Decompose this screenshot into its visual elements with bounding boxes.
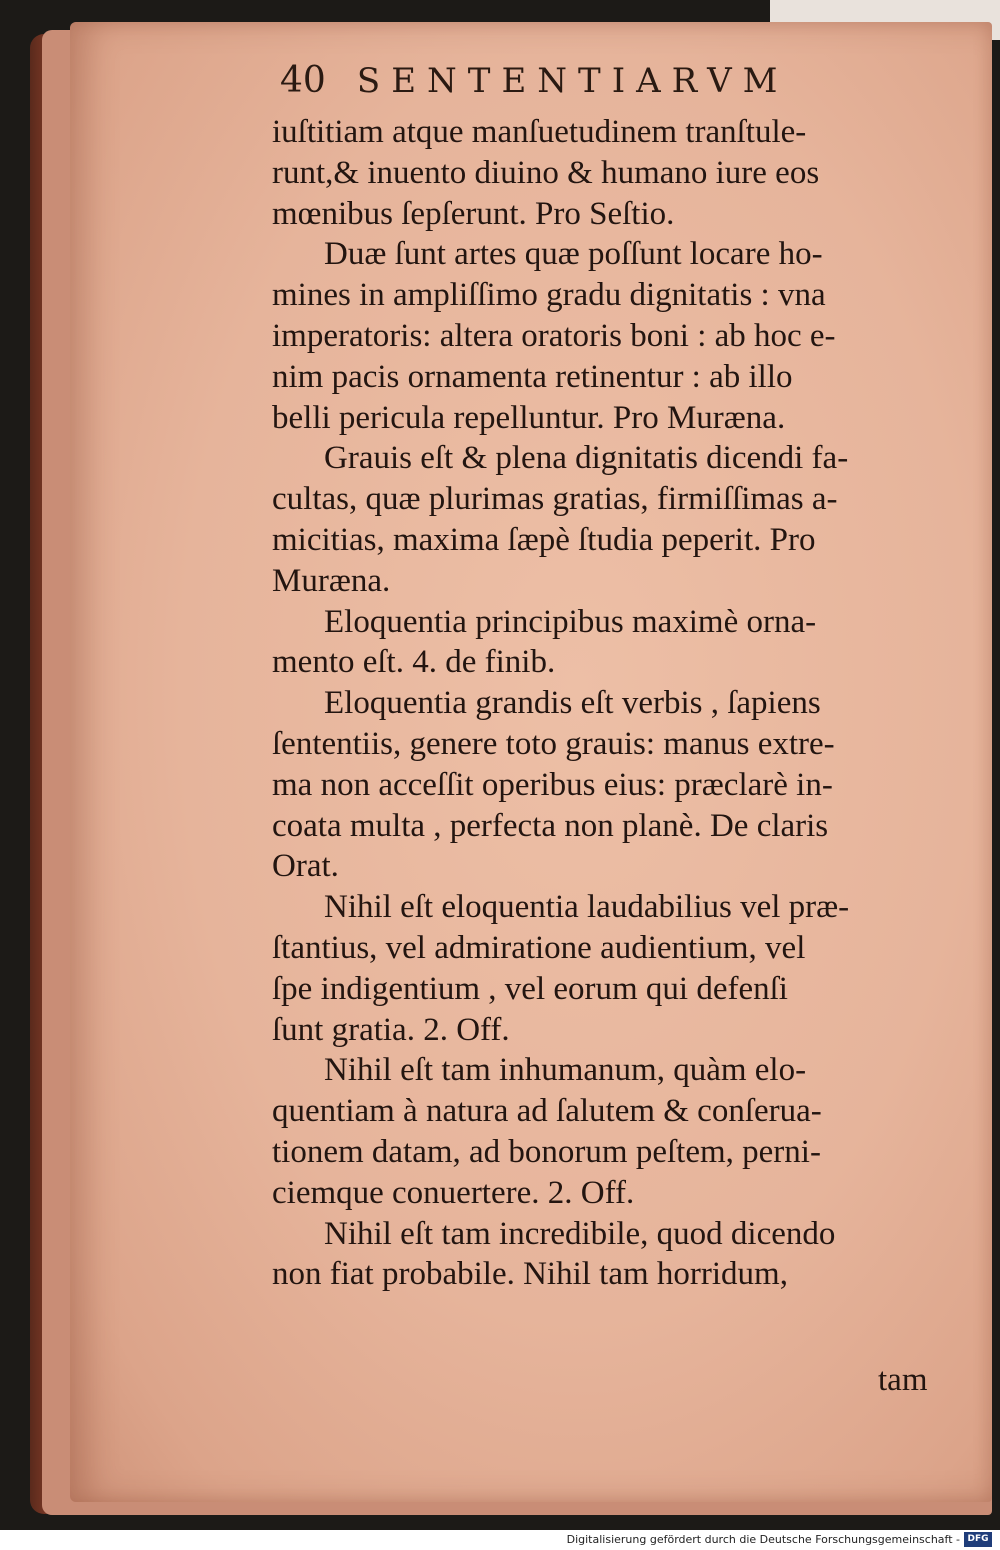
text-line: ſpe indigentium , vel eorum qui defenſi xyxy=(272,970,788,1007)
running-head: SENTENTIARVM xyxy=(356,61,789,101)
text-line: Nihil eſt eloquentia laudabilius vel præ- xyxy=(324,889,850,926)
text-line: ciemque conuertere. 2. Off. xyxy=(272,1174,635,1211)
paragraph xyxy=(272,1050,962,1213)
text-line: ma non acceſſit operibus eius: præclarè in- xyxy=(272,766,833,803)
text-line: iuſtitiam atque manſuetudinem tranſtule- xyxy=(272,114,807,150)
text-line: belli pericula repelluntur. Pro Muræna. xyxy=(272,399,786,436)
paragraph xyxy=(272,234,962,438)
text-line: Duæ ſunt artes quæ poſſunt locare ho- xyxy=(324,236,823,273)
text-line: mento eſt. 4. de finib. xyxy=(272,644,556,681)
text-line: quentiam à natura ad ſalutem & conſerua- xyxy=(272,1093,822,1130)
text-line: Orat. xyxy=(272,848,339,885)
paragraph xyxy=(272,602,962,684)
text-line: tionem datam, ad bonorum peſtem, perni- xyxy=(272,1133,821,1170)
text-line: imperatoris: altera oratoris boni : ab hoc e- xyxy=(272,317,836,354)
text-line: Eloquentia principibus maximè orna- xyxy=(324,603,817,640)
digitization-credit: Digitalisierung gefördert durch die Deutsche Forschungsgemeinschaft - xyxy=(566,1533,960,1546)
text-line: mœnibus ſepſerunt. Pro Seſtio. xyxy=(272,195,675,232)
text-line: cultas, quæ plurimas gratias, firmiſſimas a- xyxy=(272,481,838,518)
text-line: mines in ampliſſimo gradu dignitatis : vna xyxy=(272,277,826,314)
text-line: coata multa , perfecta non planè. De claris xyxy=(272,807,829,844)
text-line: micitias, maxima ſæpè ſtudia peperit. Pro xyxy=(272,521,816,558)
text-line: Muræna. xyxy=(272,562,391,599)
body-text xyxy=(272,112,962,1295)
text-line: Grauis eſt & plena dignitatis dicendi fa- xyxy=(324,440,849,477)
text-line: ſtantius, vel admiratione audientium, vel xyxy=(272,929,806,966)
paragraph xyxy=(272,438,962,601)
text-line: non fiat probabile. Nihil tam horridum, xyxy=(272,1256,788,1293)
text-line: Eloquentia grandis eſt verbis , ſapiens xyxy=(324,685,821,722)
paragraph xyxy=(272,887,962,1050)
dfg-logo: DFG xyxy=(964,1532,992,1547)
page-number: 40 xyxy=(280,60,326,101)
text-line: Nihil eſt tam inhumanum, quàm elo- xyxy=(324,1052,807,1089)
catchword: tam xyxy=(878,1362,928,1398)
text-line: Nihil eſt tam incredibile, quod dicendo xyxy=(324,1215,836,1252)
text-line: ſunt gratia. 2. Off. xyxy=(272,1011,510,1048)
paragraph xyxy=(272,112,962,234)
footer-bar xyxy=(0,1530,1000,1550)
paragraph xyxy=(272,1214,962,1296)
text-line: ſententiis, genere toto grauis: manus extre- xyxy=(272,725,835,762)
text-line: runt,& inuento diuino & humano iure eos xyxy=(272,154,820,191)
text-line: nim pacis ornamenta retinentur : ab illo xyxy=(272,358,793,395)
page-header xyxy=(280,60,900,101)
paragraph xyxy=(272,683,962,887)
